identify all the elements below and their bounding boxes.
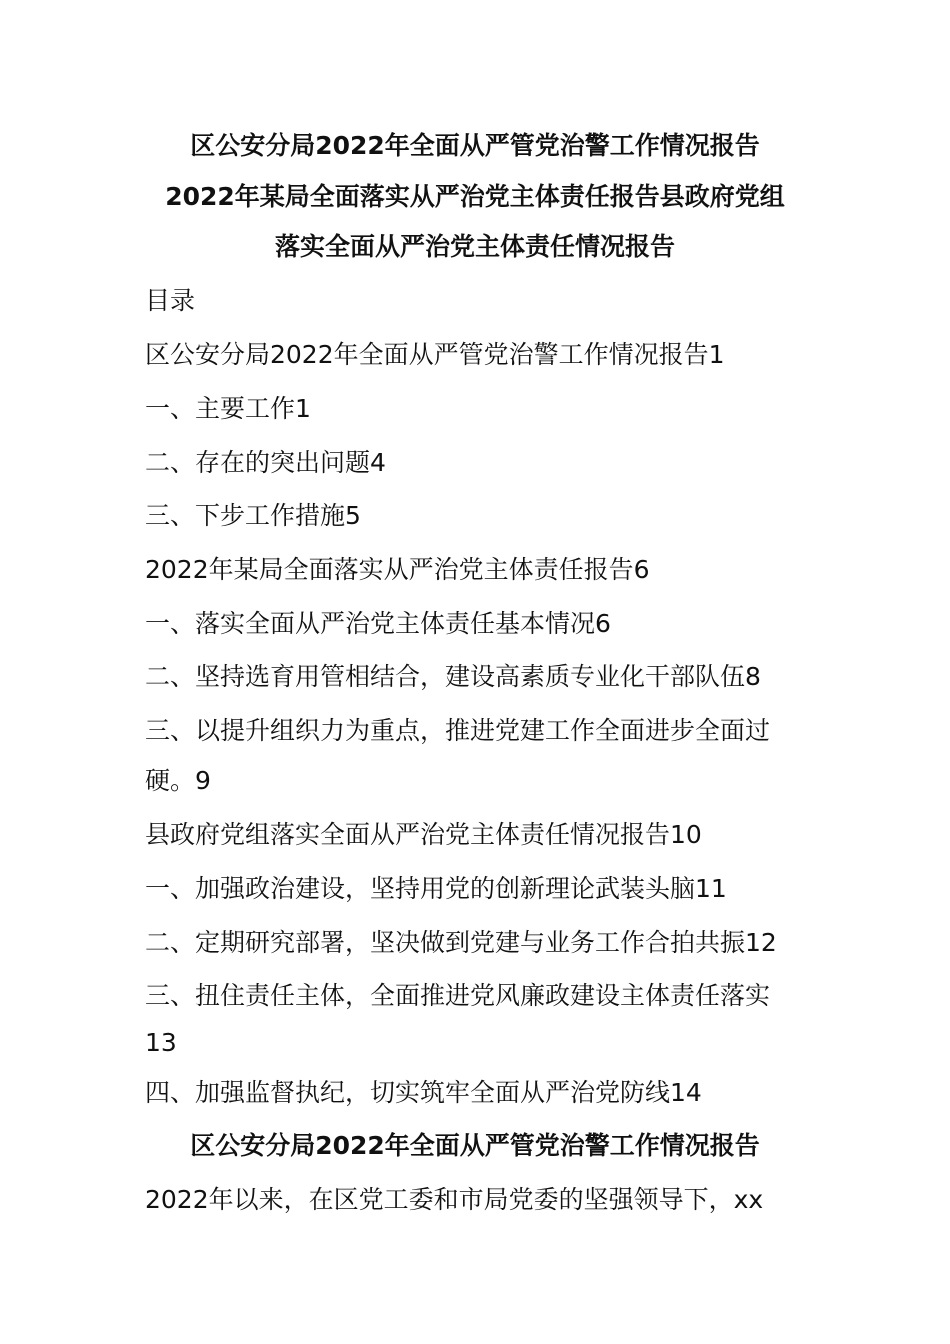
toc-heading: 目录: [145, 286, 196, 315]
document-title-line-3: 落实全面从严治党主体责任情况报告: [274, 232, 675, 261]
toc-entry: 二、坚持选育用管相结合，建设高素质专业化干部队伍8: [145, 662, 761, 691]
toc-entry: 2022年某局全面落实从严治党主体责任报告6: [145, 555, 650, 584]
toc-entry-continuation: 硬。9: [145, 766, 211, 795]
body-paragraph: 2022年以来，在区党工委和市局党委的坚强领导下，xx: [145, 1185, 764, 1214]
toc-entry: 县政府党组落实全面从严治党主体责任情况报告10: [145, 820, 702, 849]
document-title-line-2: 2022年某局全面落实从严治党主体责任报告县政府党组: [165, 182, 785, 211]
toc-entry: 一、落实全面从严治党主体责任基本情况6: [145, 609, 611, 638]
toc-entry: 三、扭住责任主体，全面推进党风廉政建设主体责任落实: [145, 981, 771, 1010]
document-title-line-1: 区公安分局2022年全面从严管党治警工作情况报告: [190, 131, 760, 160]
toc-entry: 区公安分局2022年全面从严管党治警工作情况报告1: [145, 340, 725, 369]
toc-entry: 二、存在的突出问题4: [145, 448, 386, 477]
toc-entry-continuation: 13: [145, 1028, 177, 1057]
toc-entry: 四、加强监督执纪，切实筑牢全面从严治党防线14: [145, 1078, 702, 1107]
toc-entry: 一、加强政治建设，坚持用党的创新理论武装头脑11: [145, 874, 727, 903]
section-title: 区公安分局2022年全面从严管党治警工作情况报告: [190, 1131, 760, 1160]
toc-entry: 二、定期研究部署，坚决做到党建与业务工作合拍共振12: [145, 928, 777, 957]
toc-entry: 三、以提升组织力为重点，推进党建工作全面进步全面过: [145, 716, 771, 745]
toc-entry: 三、下步工作措施5: [145, 501, 361, 530]
toc-entry: 一、主要工作1: [145, 394, 311, 423]
